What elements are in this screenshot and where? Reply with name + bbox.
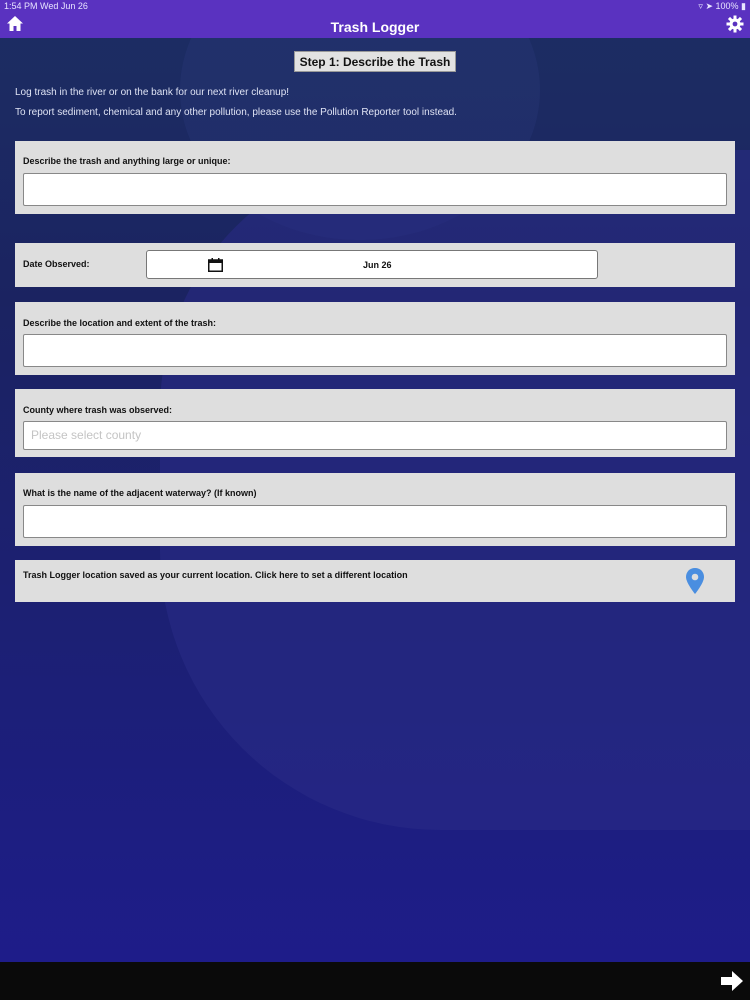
status-battery [698,1,746,12]
wifi-icon: ▿ [698,1,703,11]
describe-trash-card [15,141,735,214]
date-value: Jun 26 [363,260,392,270]
map-pin-icon [685,567,705,595]
app-title: Trash Logger [330,19,420,35]
settings-button[interactable] [726,15,744,33]
status-time: 1:54 PM Wed Jun 26 [4,1,88,11]
county-card [15,389,735,457]
battery-icon: ▮ [741,1,746,11]
describe-trash-label: Describe the trash and anything large or unique: [23,156,231,166]
county-select[interactable]: Please select county [23,421,727,450]
waterway-label: What is the name of the adjacent waterway? (If known) [23,488,257,498]
waterway-input[interactable] [23,505,727,538]
intro-text: Log trash in the river or on the bank for our next river cleanup! [15,87,290,98]
set-location-button[interactable] [15,560,735,602]
waterway-card [15,473,735,546]
date-picker-button[interactable] [146,250,598,279]
location-arrow-icon: ➤ [705,1,713,11]
intro-note: To report sediment, chemical and any other pollution, please use the Pollution Reporter tool instead. [15,107,457,118]
describe-trash-input[interactable] [23,173,727,206]
date-observed-card [15,243,735,287]
calendar-icon [208,258,223,272]
gear-icon [726,15,744,33]
date-observed-label: Date Observed: [23,259,90,269]
bottom-bar [0,962,750,1000]
location-description-label: Describe the location and extent of the trash: [23,318,217,328]
app-header [0,0,750,38]
next-button[interactable] [720,970,744,992]
battery-percent: 100% [715,1,739,11]
location-notice-text: Trash Logger location saved as your current location. Click here to set a different location [23,570,408,580]
county-label: County where trash was observed: [23,405,173,415]
location-description-card [15,302,735,375]
step-title: Step 1: Describe the Trash [294,51,456,72]
arrow-right-icon [720,970,744,992]
location-description-input[interactable] [23,334,727,367]
